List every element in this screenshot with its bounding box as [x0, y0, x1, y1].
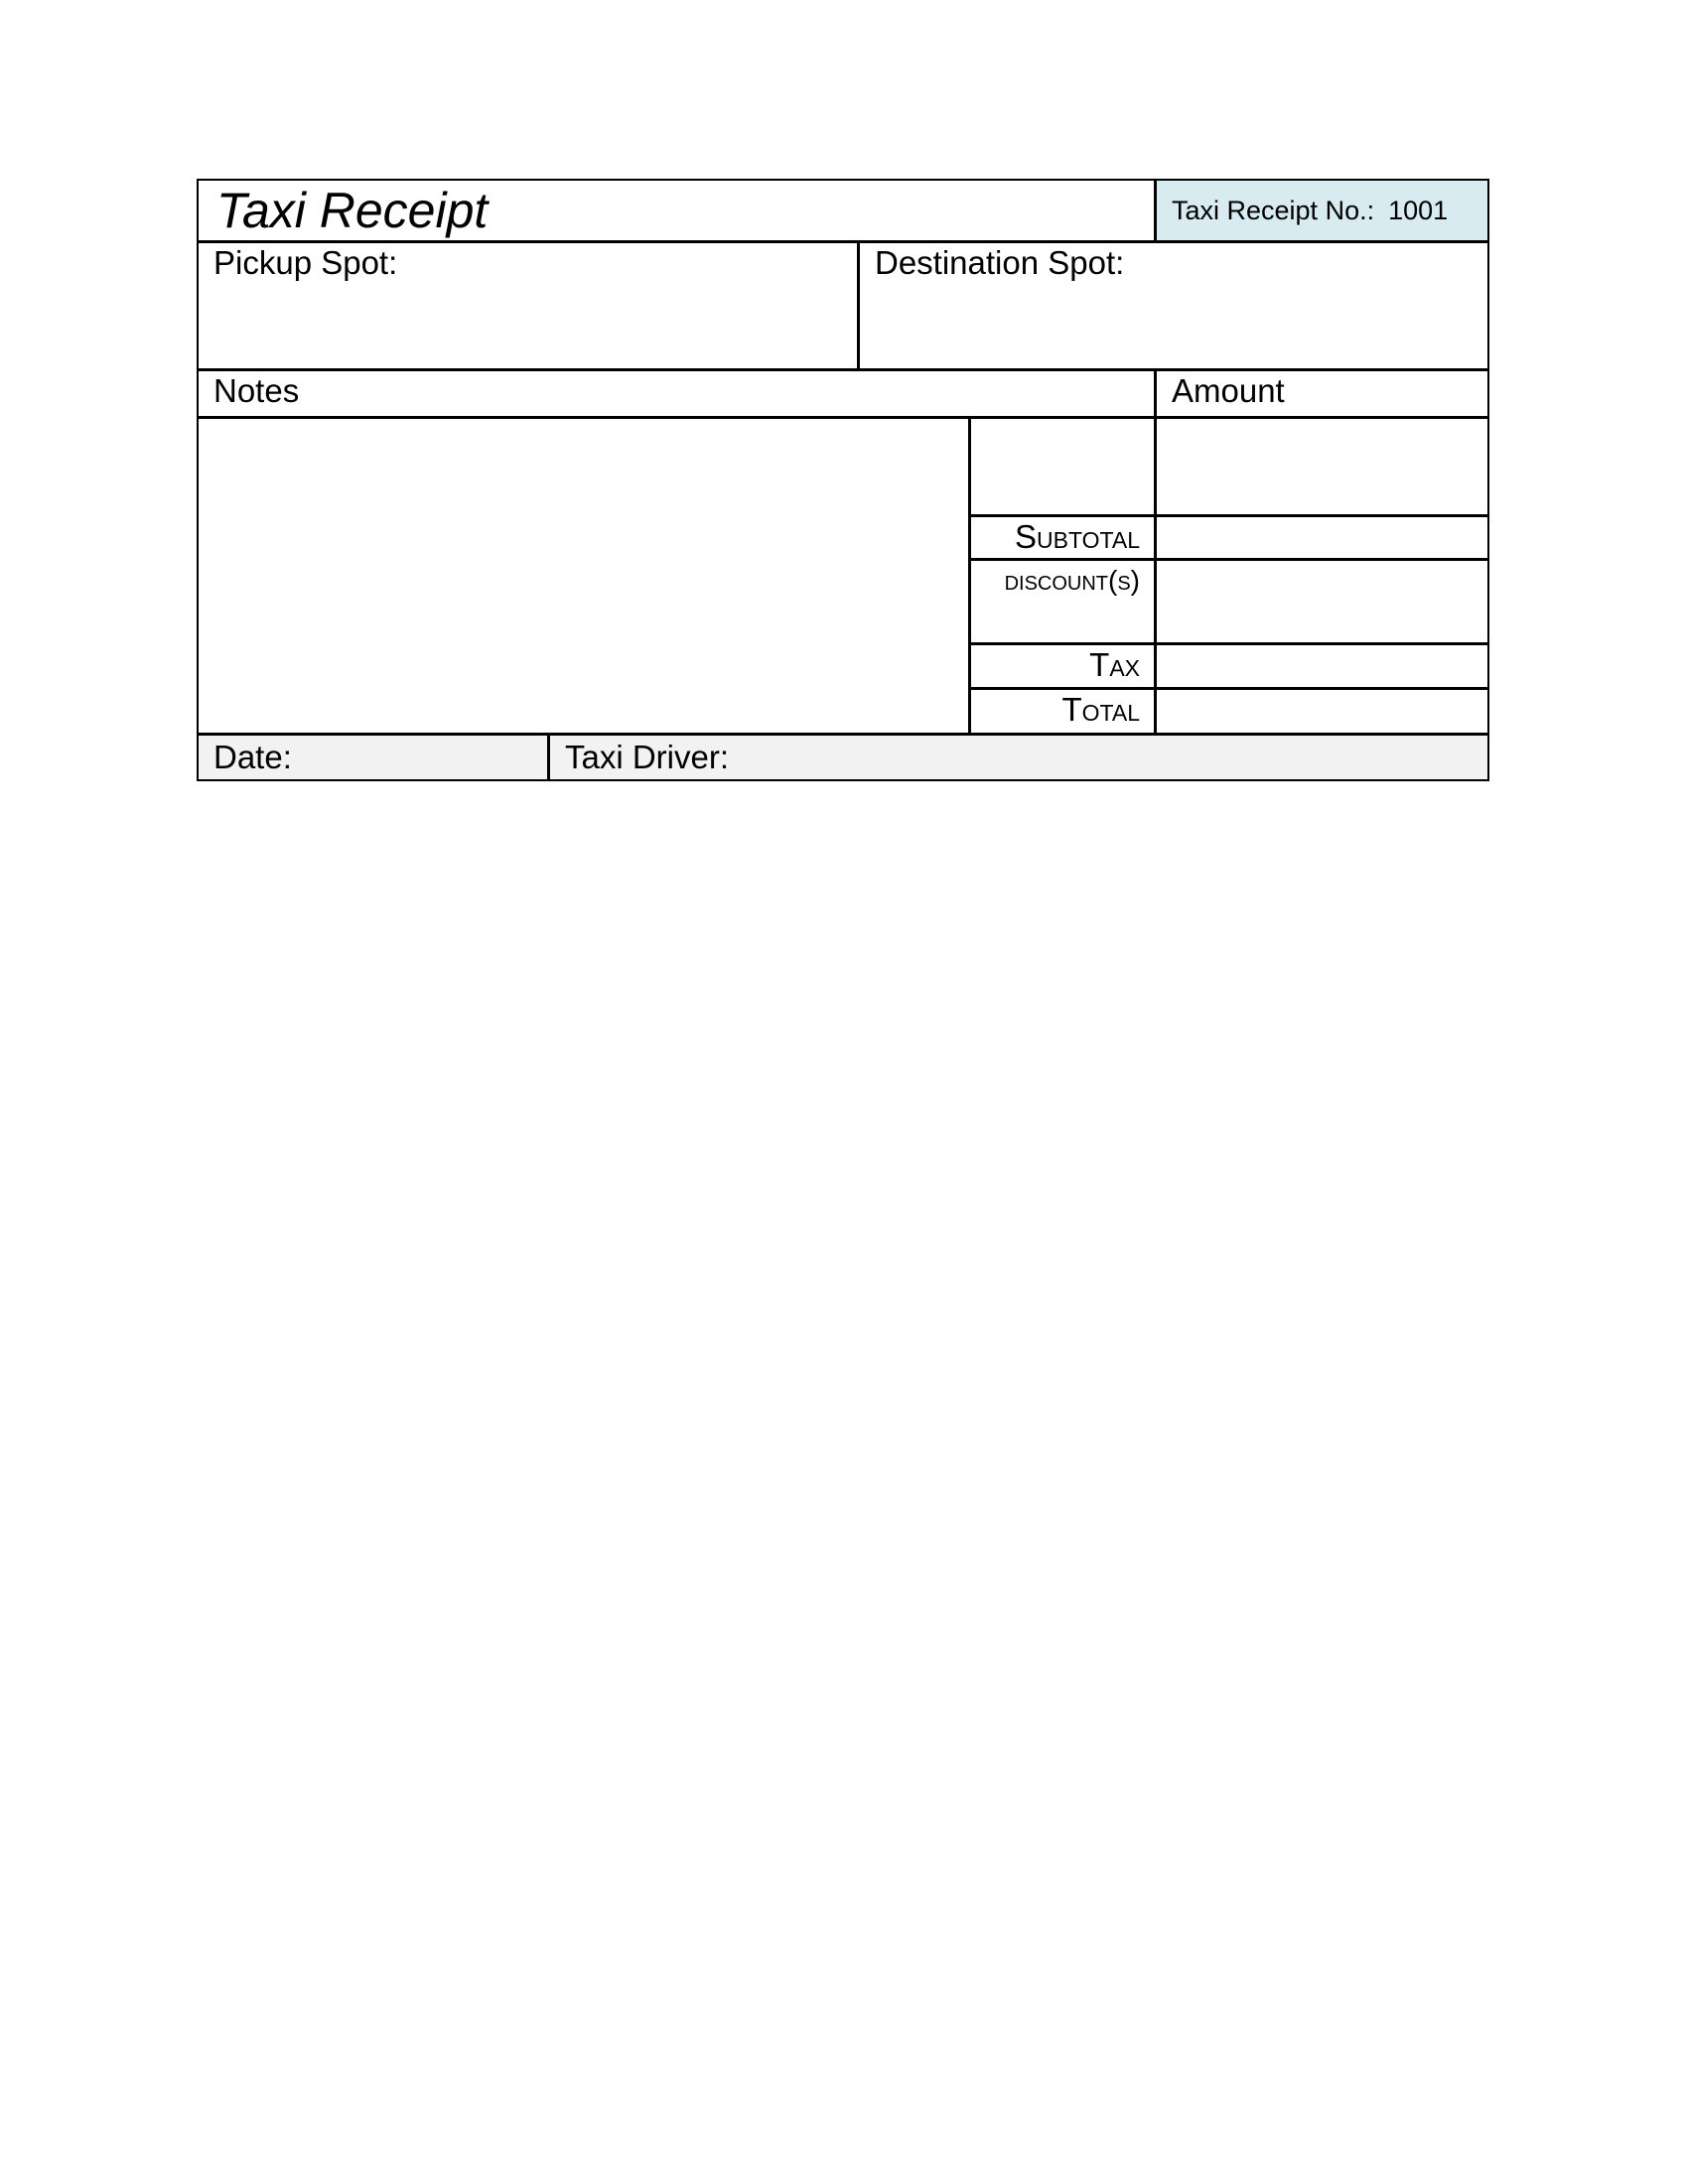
- notes-field[interactable]: [197, 417, 970, 735]
- tax-amount-field[interactable]: [1155, 643, 1489, 689]
- total-label: Total: [1061, 691, 1140, 728]
- line-item-amount-field[interactable]: [1155, 417, 1489, 516]
- receipt-title: [197, 179, 1156, 242]
- subtotal-label: Subtotal: [1015, 518, 1140, 555]
- total-label-cell: [969, 688, 1156, 735]
- taxi-driver-field[interactable]: [548, 734, 1489, 781]
- receipt-number-box: [1155, 179, 1489, 242]
- destination-spot-label: Destination Spot:: [875, 244, 1125, 281]
- discount-label-cell: [969, 559, 1156, 644]
- notes-header: [197, 369, 1156, 418]
- tax-label-cell: [969, 643, 1156, 689]
- taxi-driver-label: Taxi Driver:: [565, 739, 730, 775]
- receipt-title-text: Taxi Receipt: [216, 183, 489, 238]
- total-amount-field[interactable]: [1155, 688, 1489, 735]
- date-label: Date:: [213, 739, 292, 775]
- line-item-description-cell[interactable]: [969, 417, 1156, 516]
- tax-label: Tax: [1089, 646, 1140, 683]
- taxi-receipt-form: [198, 180, 1490, 782]
- date-field[interactable]: [197, 734, 549, 781]
- receipt-number-label: Taxi Receipt No.:: [1172, 195, 1375, 225]
- destination-spot-field[interactable]: [858, 241, 1489, 370]
- discount-amount-field[interactable]: [1155, 559, 1489, 644]
- pickup-spot-field[interactable]: [197, 241, 859, 370]
- amount-label: Amount: [1172, 372, 1285, 409]
- discount-label: discount(s): [1004, 565, 1140, 596]
- subtotal-label-cell: [969, 515, 1156, 560]
- amount-header: [1155, 369, 1489, 418]
- receipt-number-value: 1001: [1388, 195, 1449, 225]
- subtotal-amount-field[interactable]: [1155, 515, 1489, 560]
- pickup-spot-label: Pickup Spot:: [213, 244, 398, 281]
- notes-label: Notes: [213, 372, 300, 409]
